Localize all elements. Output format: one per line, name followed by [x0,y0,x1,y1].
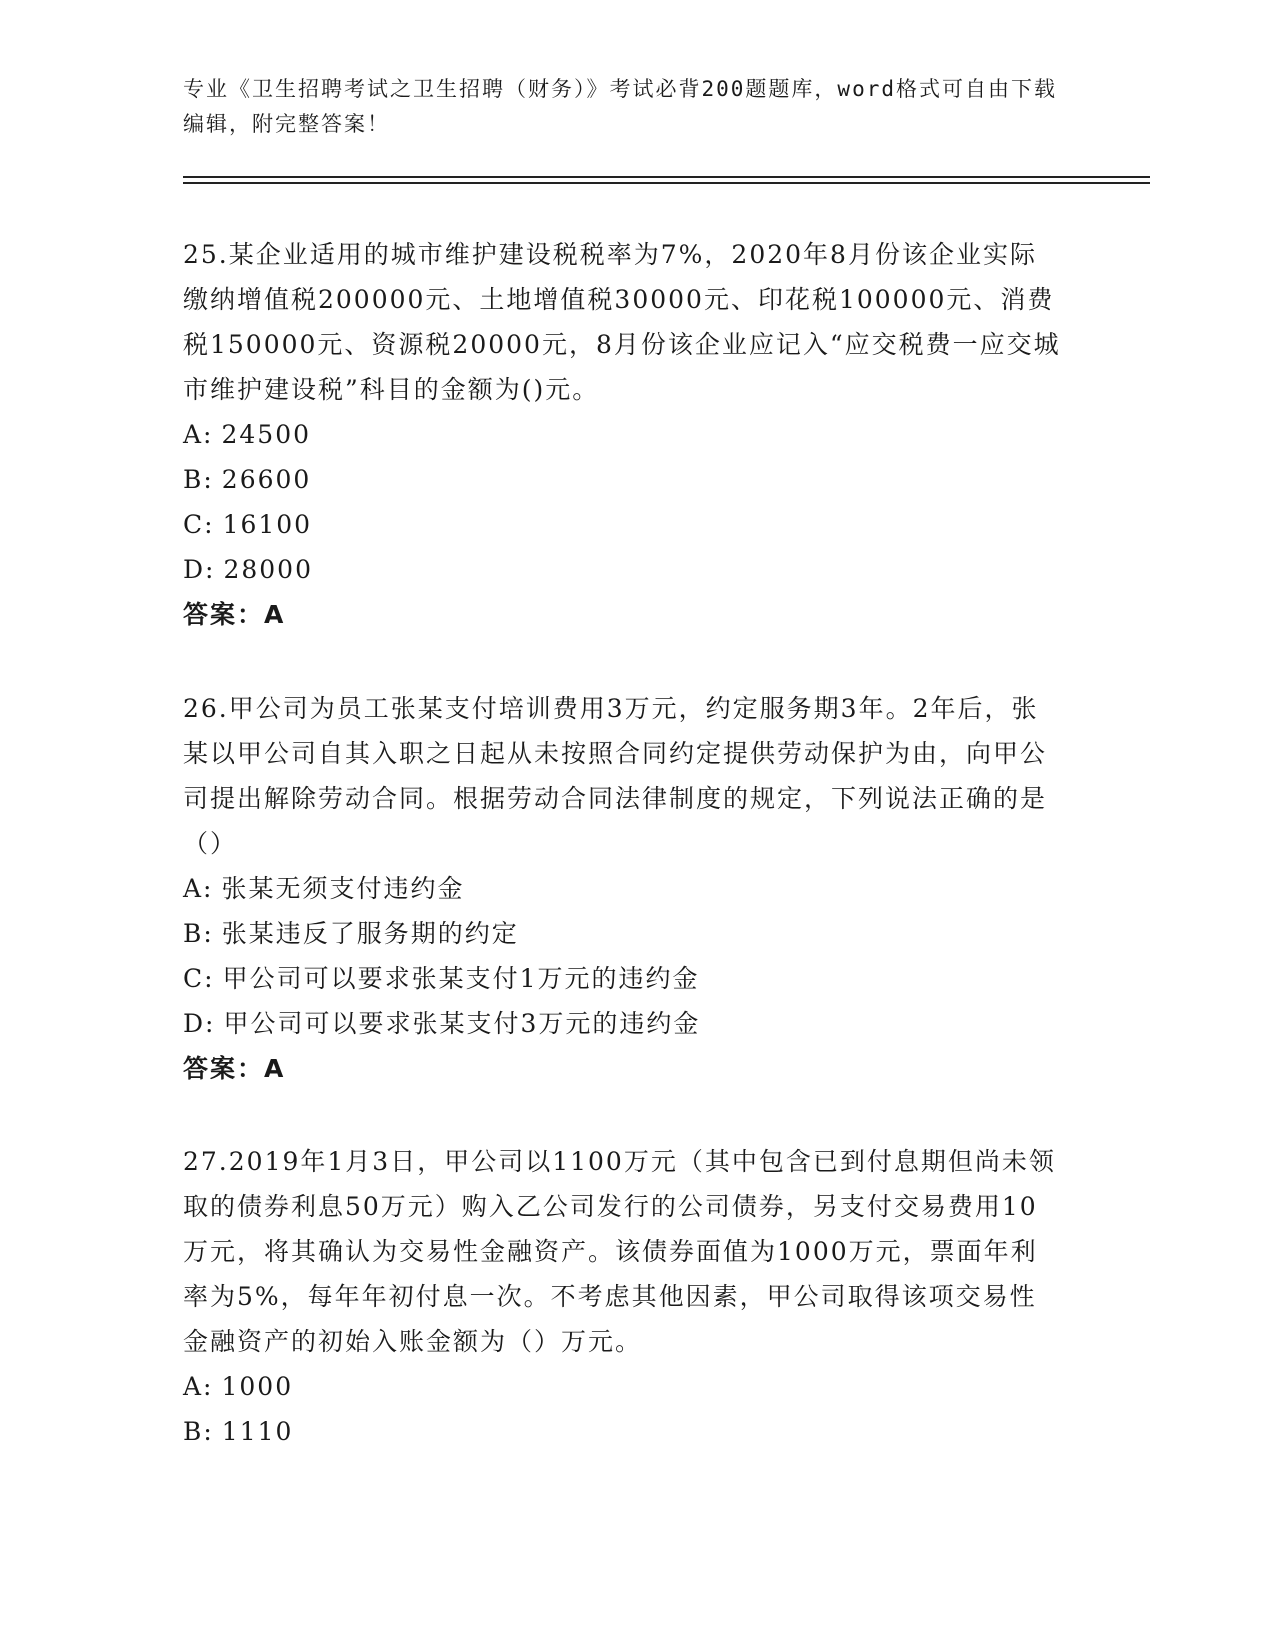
option-key: C: [183,964,215,993]
option-d [183,1001,1063,1046]
option-text: 26600 [221,465,312,494]
option-a [183,412,1063,457]
option-list [183,412,1063,592]
header-divider-top [183,176,1150,178]
option-key: A: [183,1372,214,1401]
question-stem: 26.甲公司为员工张某支付培训费用3万元，约定服务期3年。2年后，张某以甲公司自其入职之日起从未按照合同约定提供劳动保护为由，向甲公司提出解除劳动合同。根据劳动合同法律制度的规定，下列说法正确的是（） [183,694,1048,858]
document-header: 专业《卫生招聘考试之卫生招聘（财务）》考试必背200题题库，word格式可自由下载编辑，附完整答案！ [183,77,1057,136]
option-a [183,866,1063,911]
option-c [183,502,1063,547]
option-list [183,1364,1063,1454]
question-26 [183,686,1063,1091]
option-text: 16100 [222,510,313,539]
option-list [183,866,1063,1046]
option-text: 甲公司可以要求张某支付1万元的违约金 [222,964,700,993]
option-b [183,1409,1063,1454]
option-key: B: [183,465,214,494]
option-key: A: [183,874,214,903]
option-key: D: [183,1009,216,1038]
answer-label: 答案：A [183,600,286,629]
option-key: B: [183,919,214,948]
option-text: 24500 [221,420,312,449]
question-stem: 25.某企业适用的城市维护建设税税率为7%，2020年8月份该企业实际缴纳增值税200000元、土地增值税30000元、印花税100000元、消费税150000元、资源税20000元，8月份该企业应记入“应交税费一应交城市维护建设税”科目的金额为()元。 [183,240,1061,404]
answer-label: 答案：A [183,1054,286,1083]
question-25 [183,232,1063,637]
option-text: 甲公司可以要求张某支付3万元的违约金 [223,1009,701,1038]
option-key: C: [183,510,215,539]
option-a [183,1364,1063,1409]
header-divider-bottom [183,182,1150,184]
option-text: 28000 [223,555,313,584]
option-d [183,547,1063,592]
option-key: D: [183,555,216,584]
option-key: B: [183,1417,214,1446]
option-text: 张某无须支付违约金 [221,874,465,903]
question-27 [183,1139,1063,1454]
option-b [183,911,1063,956]
option-text: 1000 [221,1372,294,1401]
option-text: 张某违反了服务期的约定 [221,919,519,948]
question-stem: 27.2019年1月3日，甲公司以1100万元（其中包含已到付息期但尚未领取的债券利息50万元）购入乙公司发行的公司债券，另支付交易费用10万元，将其确认为交易性金融资产。该债券面值为1000万元，票面年利率为5%，每年年初付息一次。不考虑其他因素，甲公司取得该项交易性金融资产的初始入账金额为（）万元。 [183,1147,1056,1356]
option-key: A: [183,420,214,449]
option-text: 1110 [221,1417,294,1446]
option-b [183,457,1063,502]
option-c [183,956,1063,1001]
